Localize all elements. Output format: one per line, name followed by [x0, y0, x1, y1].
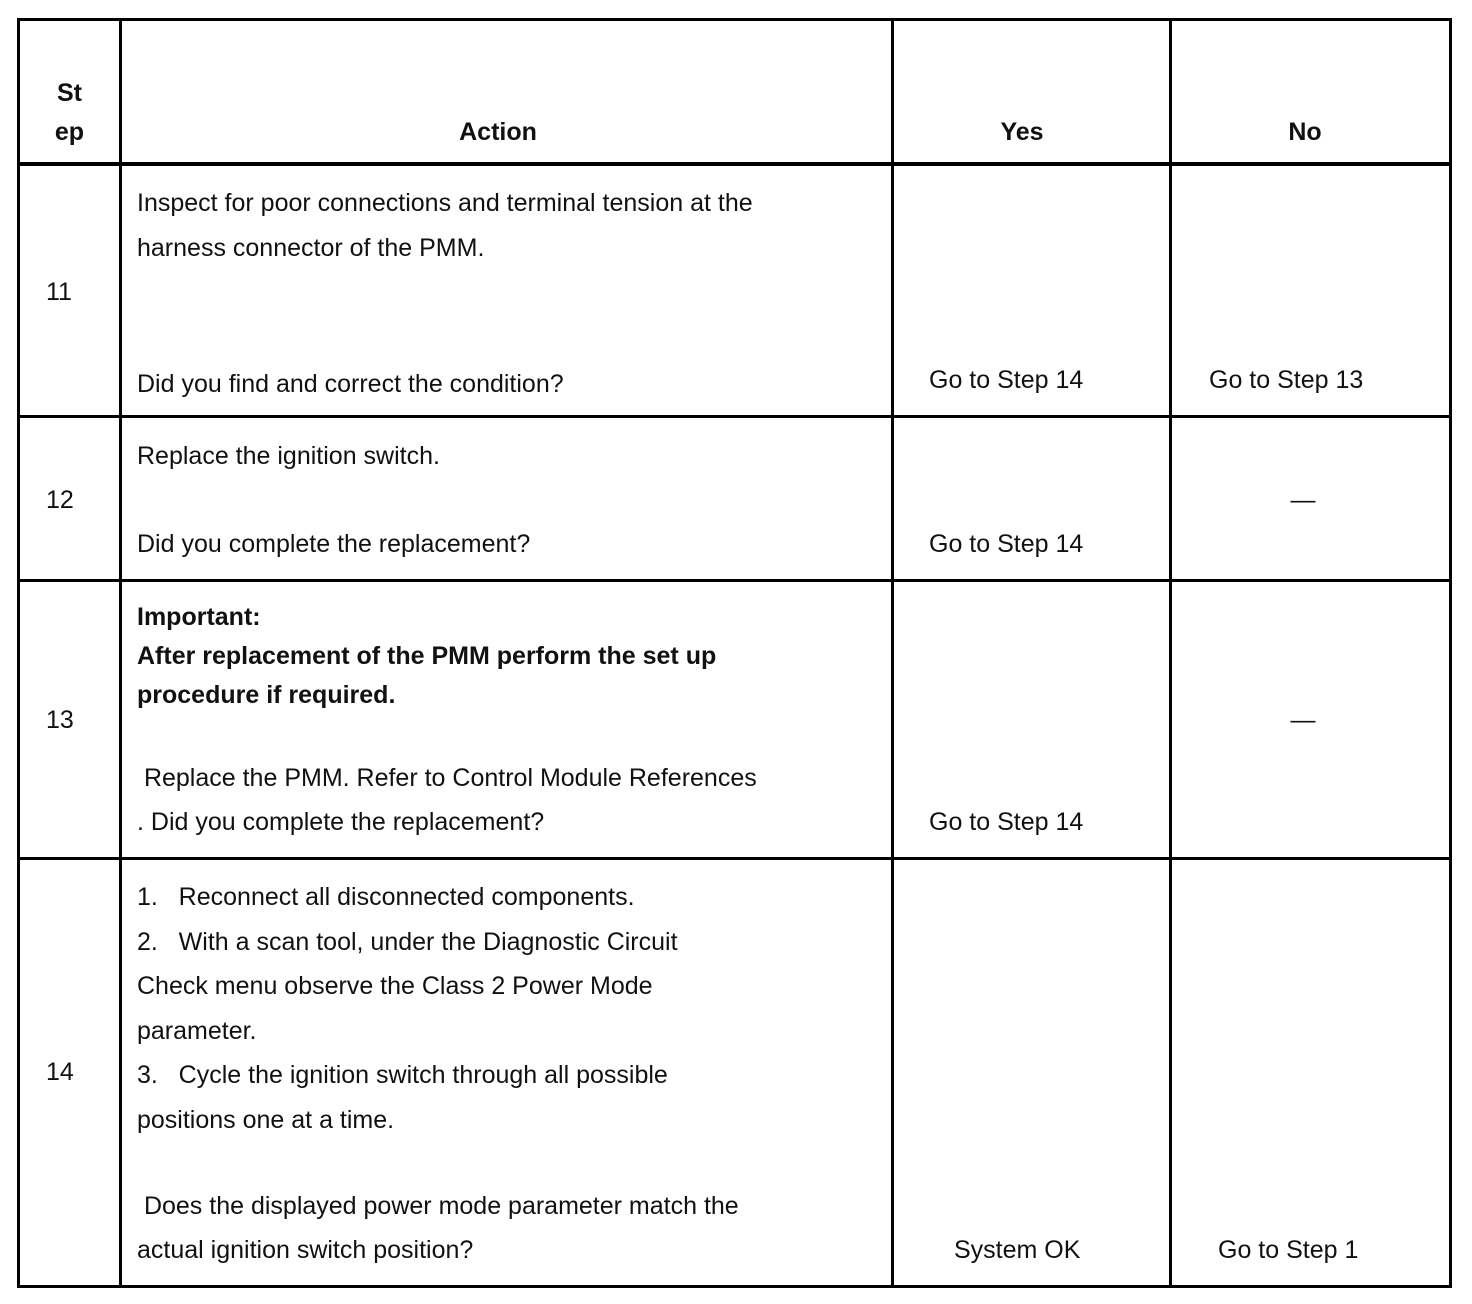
important-note: procedure if required.	[137, 681, 396, 709]
action-question: Did you complete the replacement?	[137, 530, 531, 558]
list-item: Check menu observe the Class 2 Power Mode	[137, 972, 653, 1000]
action-question: actual ignition switch position?	[137, 1236, 474, 1264]
header-divider	[17, 162, 1452, 166]
important-note: After replacement of the PMM perform the set up	[137, 642, 717, 670]
header-action: Action	[459, 118, 537, 146]
step-number: 13	[46, 706, 74, 734]
action-question: Did you find and correct the condition?	[137, 370, 564, 398]
yes-result: Go to Step 14	[929, 808, 1084, 836]
yes-result: Go to Step 14	[929, 530, 1084, 558]
step-number: 12	[46, 486, 74, 514]
column-divider-step	[119, 18, 122, 1288]
no-result: —	[1290, 706, 1316, 734]
no-result: Go to Step 1	[1218, 1236, 1359, 1264]
header-no: No	[1288, 118, 1322, 146]
table-border-bottom	[17, 1285, 1452, 1288]
no-result: —	[1290, 486, 1316, 514]
action-text: Replace the ignition switch.	[137, 442, 440, 470]
table-border-top	[17, 18, 1452, 21]
list-item: 1. Reconnect all disconnected components.	[137, 883, 635, 911]
step-number: 11	[46, 278, 72, 306]
action-question: . Did you complete the replacement?	[137, 808, 545, 836]
header-step-line1: St	[57, 79, 82, 107]
list-item: 2. With a scan tool, under the Diagnostic Circuit	[137, 928, 678, 956]
row-divider-11	[17, 415, 1452, 418]
yes-result: Go to Step 14	[929, 366, 1084, 394]
column-divider-action	[891, 18, 894, 1288]
column-divider-yes	[1169, 18, 1172, 1288]
action-text: Inspect for poor connections and terminal tension at the	[137, 189, 753, 217]
yes-result: System OK	[954, 1236, 1081, 1264]
step-number: 14	[46, 1058, 74, 1086]
row-divider-12	[17, 579, 1452, 582]
no-result: Go to Step 13	[1209, 366, 1364, 394]
table-border-right	[1449, 18, 1452, 1288]
list-item: positions one at a time.	[137, 1106, 395, 1134]
row-divider-13	[17, 857, 1452, 860]
header-step-line2: ep	[54, 118, 85, 146]
action-question: Does the displayed power mode parameter match the	[137, 1192, 739, 1220]
list-item: parameter.	[137, 1017, 257, 1045]
list-item: 3. Cycle the ignition switch through all possible	[137, 1061, 668, 1089]
table-border-left	[17, 18, 20, 1288]
important-label: Important:	[137, 603, 261, 631]
header-yes: Yes	[1000, 118, 1044, 146]
action-text: Replace the PMM. Refer to Control Module References	[137, 764, 757, 792]
action-text: harness connector of the PMM.	[137, 234, 485, 262]
